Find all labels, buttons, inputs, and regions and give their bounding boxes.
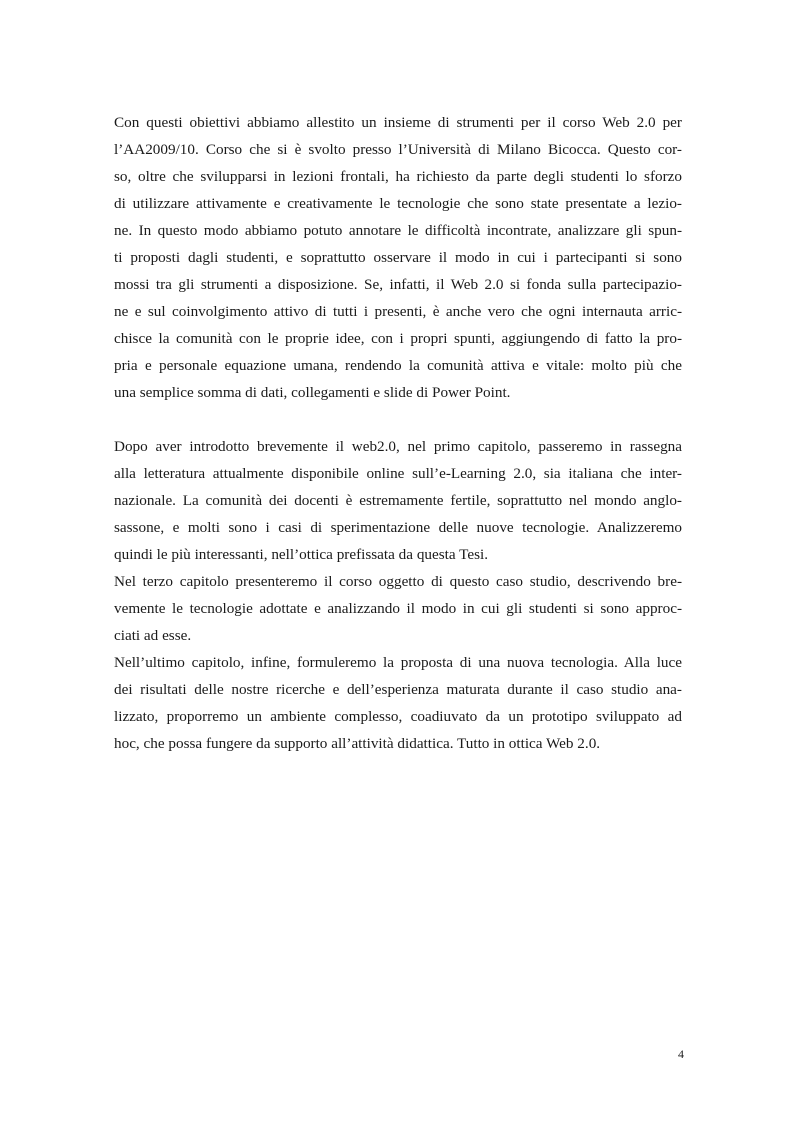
text-line: nazionale. La comunità dei docenti è estremamente fertile, soprattutto nel mondo anglo- (114, 492, 682, 509)
text-line: hoc, che possa fungere da supporto all’attività didattica. Tutto in ottica Web 2.0. (114, 735, 601, 752)
text-line: Dopo aver introdotto brevemente il web2.0, nel primo capitolo, passeremo in rassegna (114, 438, 682, 455)
text-line: l’AA2009/10. Corso che si è svolto presso l’Università di Milano Bicocca. Questo cor- (114, 141, 682, 158)
page-number: 4 (678, 1047, 684, 1061)
paragraph-2 (114, 433, 682, 568)
text-line: lizzato, proporremo un ambiente complesso, coadiuvato da un prototipo sviluppato ad (114, 708, 682, 725)
text-line: Con questi obiettivi abbiamo allestito un insieme di strumenti per il corso Web 2.0 per (114, 114, 682, 131)
text-line: sassone, e molti sono i casi di sperimentazione delle nuove tecnologie. Analizzeremo (114, 519, 682, 536)
text-line: Nel terzo capitolo presenteremo il corso oggetto di questo caso studio, descrivendo bre- (114, 573, 682, 590)
text-line: pria e personale equazione umana, rendendo la comunità attiva e vitale: molto più che (114, 357, 682, 374)
text-line: quindi le più interessanti, nell’ottica prefissata da questa Tesi. (114, 546, 489, 563)
paragraph-3 (114, 568, 682, 649)
paragraph-1 (114, 109, 682, 406)
text-line: vemente le tecnologie adottate e analizzando il modo in cui gli studenti si sono approc- (114, 600, 682, 617)
text-line: Nell’ultimo capitolo, infine, formuleremo la proposta di una nuova tecnologia. Alla luce (114, 654, 682, 671)
body-text (114, 109, 682, 757)
text-line: alla letteratura attualmente disponibile online sull’e-Learning 2.0, sia italiana che inter- (114, 465, 682, 482)
text-line: so, oltre che svilupparsi in lezioni frontali, ha richiesto da parte degli studenti lo sforzo (114, 168, 682, 185)
text-line: dei risultati delle nostre ricerche e dell’esperienza maturata durante il caso studio ana- (114, 681, 682, 698)
text-line: di utilizzare attivamente e creativamente le tecnologie che sono state presentate a lezio- (114, 195, 682, 212)
text-line: ti proposti dagli studenti, e soprattutto osservare il modo in cui i partecipanti si sono (114, 249, 682, 266)
text-line: mossi tra gli strumenti a disposizione. Se, infatti, il Web 2.0 si fonda sulla partecipazio- (114, 276, 682, 293)
paragraph-spacer (114, 406, 682, 433)
text-line: ne. In questo modo abbiamo potuto annotare le difficoltà incontrate, analizzare gli spun- (114, 222, 682, 239)
text-line: ne e sul coinvolgimento attivo di tutti i presenti, è anche vero che ogni internauta arric- (114, 303, 682, 320)
text-line: ciati ad esse. (114, 627, 192, 644)
text-line: chisce la comunità con le proprie idee, con i propri spunti, aggiungendo di fatto la pro- (114, 330, 682, 347)
text-line: una semplice somma di dati, collegamenti e slide di Power Point. (114, 384, 511, 401)
paragraph-4 (114, 649, 682, 757)
